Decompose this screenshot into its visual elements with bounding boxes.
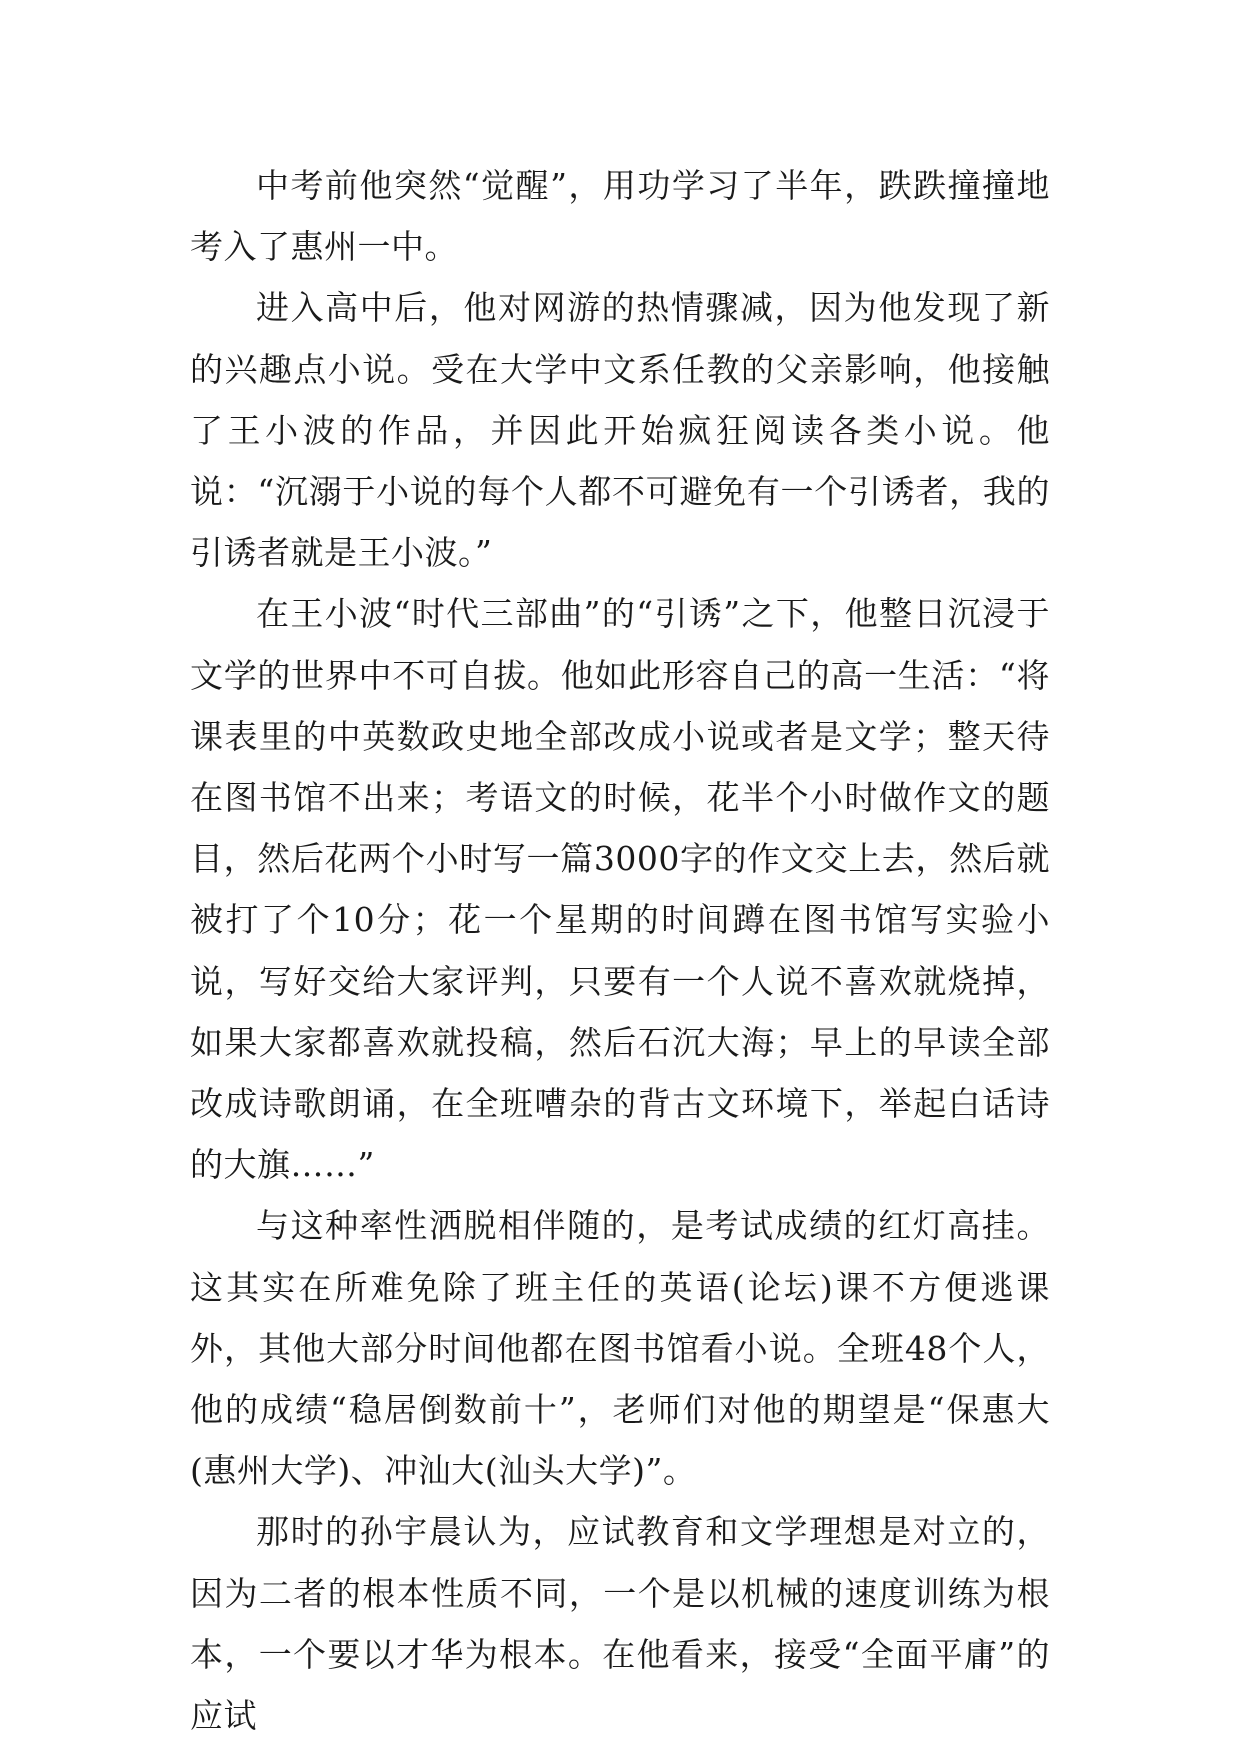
paragraph: 中考前他突然“觉醒”，用功学习了半年，跌跌撞撞地考入了惠州一中。 — [190, 166, 1050, 267]
paragraph: 进入高中后，他对网游的热情骤减，因为他发现了新的兴趣点小说。受在大学中文系任教的父亲影响，他接触了王小波的作品，并因此开始疯狂阅读各类小说。他说：“沉溺于小说的每个人都不可避免有一个引诱者，我的引诱者就是王小波。” — [190, 288, 1050, 573]
paragraph: 那时的孙宇晨认为，应试教育和文学理想是对立的，因为二者的根本性质不同，一个是以机械的速度训练为根本，一个要以才华为根本。在他看来，接受“全面平庸”的应试 — [190, 1512, 1050, 1736]
body-text — [190, 155, 1050, 1746]
paragraph: 在王小波“时代三部曲”的“引诱”之下，他整日沉浸于文学的世界中不可自拔。他如此形容自己的高一生活：“将课表里的中英数政史地全部改成小说或者是文学；整天待在图书馆不出来；考语文的时候，花半个小时做作文的题目，然后花两个小时写一篇3000字的作文交上去，然后就被打了个10分；花一个星期的时间蹲在图书馆写实验小说，写好交给大家评判，只要有一个人说不喜欢就烧掉，如果大家都喜欢就投稿，然后石沉大海；早上的早读全部改成诗歌朗诵，在全班嘈杂的背古文环境下，举起白话诗的大旗……” — [190, 594, 1050, 1185]
paragraph: 与这种率性洒脱相伴随的，是考试成绩的红灯高挂。这其实在所难免除了班主任的英语(论坛)课不方便逃课外，其他大部分时间他都在图书馆看小说。全班48个人，他的成绩“稳居倒数前十”，老师们对他的期望是“保惠大(惠州大学)、冲汕大(汕头大学)”。 — [190, 1206, 1050, 1491]
